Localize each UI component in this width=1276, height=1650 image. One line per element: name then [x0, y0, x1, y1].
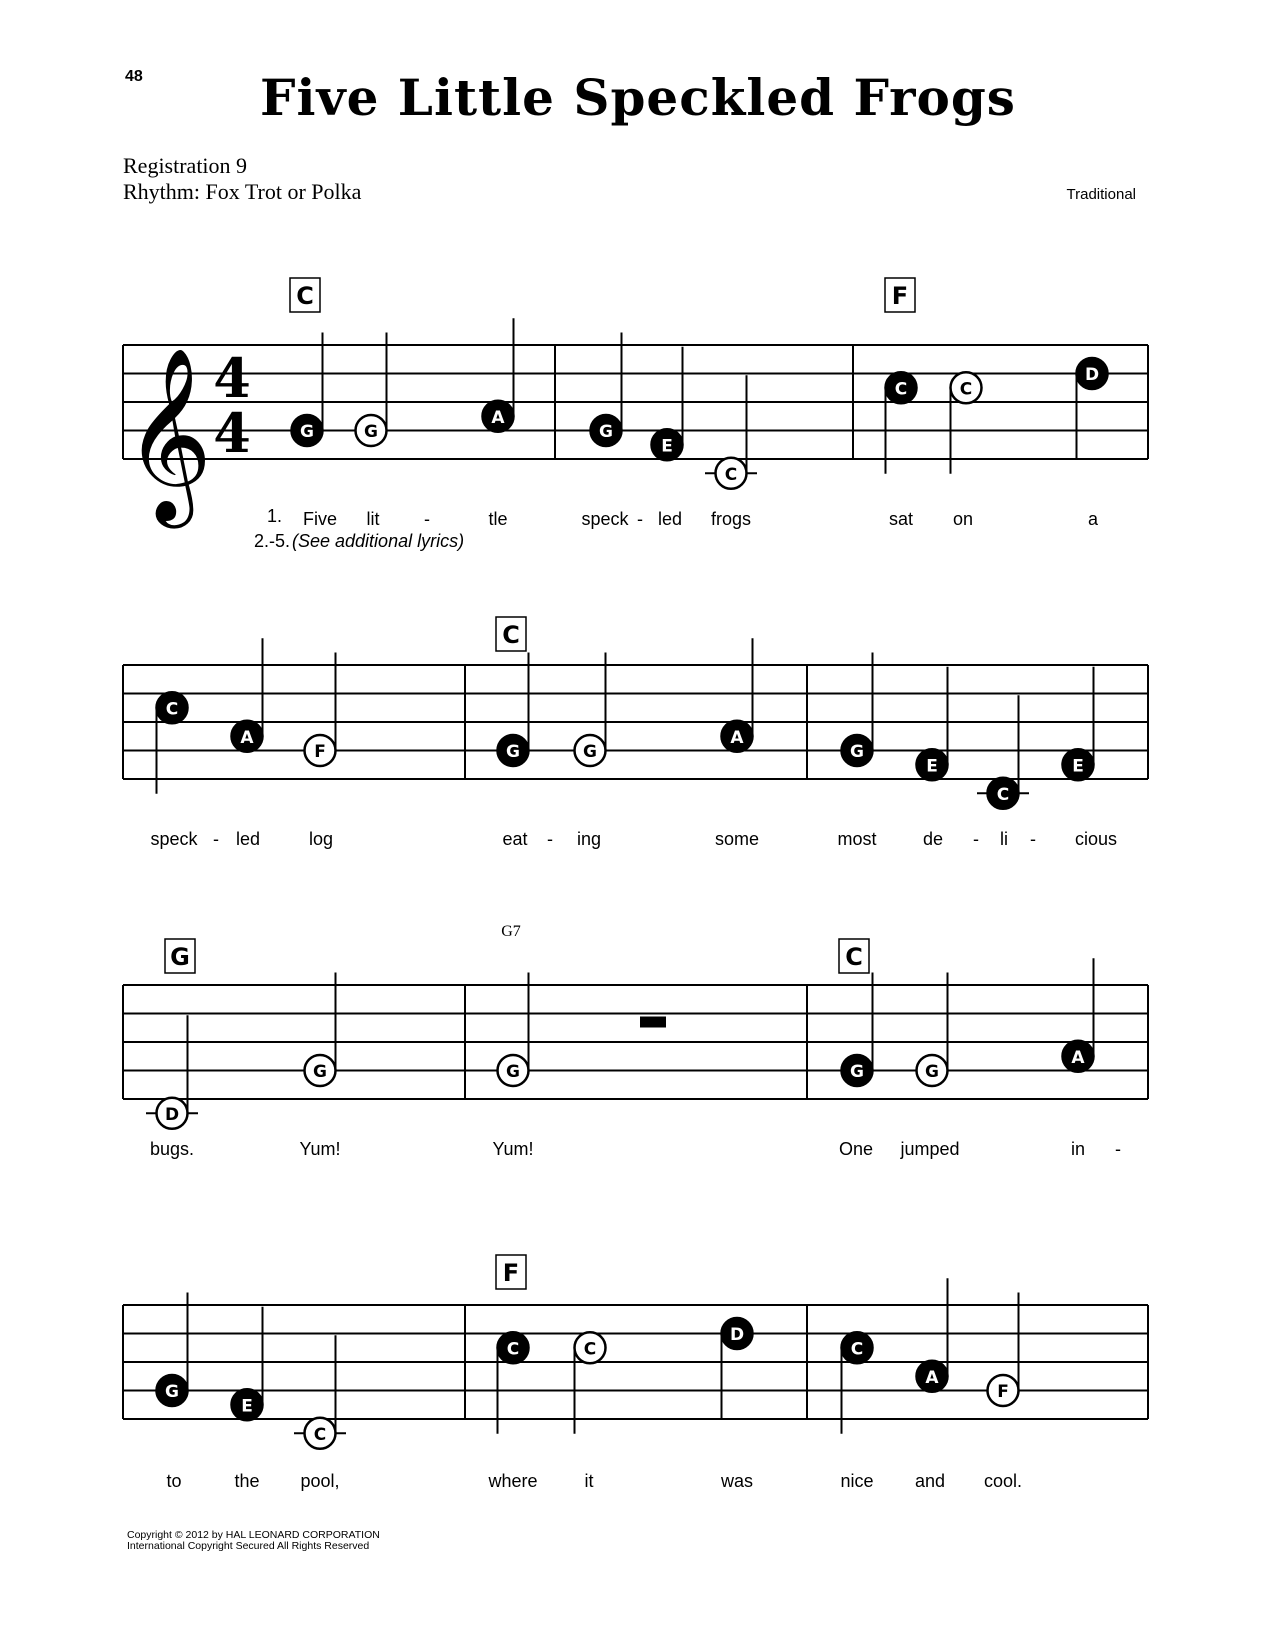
lyric-syllable: One	[838, 1139, 874, 1159]
staff-system-1	[123, 278, 1148, 551]
note-name: D	[1084, 365, 1100, 385]
lyric-syllable: on	[952, 509, 974, 529]
page-number: 48	[125, 68, 143, 85]
note-name: D	[164, 1104, 180, 1125]
note-name: C	[506, 1339, 520, 1360]
lyric-syllable: bugs.	[149, 1139, 195, 1159]
registration-label: Registration 9	[123, 153, 248, 178]
note-name: E	[661, 436, 673, 457]
note-name: A	[1071, 1047, 1085, 1068]
lyric-syllable: -	[973, 829, 979, 849]
lyric-syllable: Yum!	[299, 1139, 341, 1159]
note-name: D	[729, 1325, 745, 1345]
lyric-syllable: led	[657, 509, 683, 529]
lyric-syllable: -	[1030, 829, 1036, 849]
note-name: A	[925, 1367, 939, 1388]
note-name: G	[925, 1062, 939, 1082]
chord-symbol: F	[502, 1259, 520, 1287]
lyric-syllable: speck	[581, 509, 629, 529]
copyright-notice	[127, 1530, 380, 1552]
chord-symbol: G7	[501, 923, 521, 940]
lyric-syllable: lit	[366, 509, 380, 529]
note-name: A	[491, 407, 505, 428]
note-name: G	[850, 742, 864, 762]
half-rest	[640, 1017, 666, 1028]
lyric-syllable: pool,	[300, 1471, 340, 1491]
treble-clef: 𝄞	[123, 347, 213, 521]
lyric-syllable: and	[914, 1471, 946, 1491]
lyric-syllable: log	[308, 829, 334, 849]
lyric-syllable: -	[213, 829, 219, 849]
note-name: G	[506, 1062, 520, 1082]
chord-symbol: G	[170, 943, 190, 971]
note-name: G	[165, 1382, 179, 1402]
lyric-syllable: speck	[150, 829, 198, 849]
lyric-syllable: li	[1000, 829, 1008, 849]
note-name: G	[364, 422, 378, 442]
lyric-syllable: cool.	[983, 1471, 1023, 1491]
lyric-syllable: Yum!	[492, 1139, 534, 1159]
note-name: C	[313, 1424, 327, 1445]
lyric-syllable: it	[584, 1471, 594, 1491]
note-name: C	[583, 1339, 597, 1360]
lyric-syllable: -	[637, 509, 643, 529]
lyric-syllable: -	[547, 829, 553, 849]
lyric-syllable: was	[720, 1471, 754, 1491]
copyright-line-2: International Copyright Secured All Rights Reserved	[127, 1540, 370, 1552]
lyric-syllable: frogs	[710, 509, 752, 529]
staff-system-3	[123, 923, 1148, 1159]
note-name: C	[165, 699, 179, 720]
lyric-syllable: the	[234, 1471, 260, 1491]
lyric-syllable: sat	[888, 509, 914, 529]
note-name: A	[730, 727, 744, 748]
lyric-syllable: tle	[488, 509, 508, 529]
lyric-syllable: de	[922, 829, 944, 849]
note-name: F	[314, 742, 326, 762]
lyric-syllable: a	[1087, 509, 1099, 529]
note-name: E	[1072, 756, 1084, 777]
lyric-syllable: in	[1070, 1139, 1086, 1159]
lyric-syllable: some	[714, 829, 760, 849]
note-name: C	[724, 464, 738, 485]
lyric-syllable: eat	[502, 829, 528, 849]
note-name: G	[506, 742, 520, 762]
time-signature-top: 4	[213, 346, 251, 410]
note-name: G	[850, 1062, 864, 1082]
time-signature-bottom: 4	[213, 401, 251, 465]
song-title: Five Little Speckled Frogs	[260, 68, 1016, 127]
staff-system-2	[123, 617, 1148, 849]
note-name: F	[997, 1382, 1009, 1402]
lyric-syllable: led	[235, 829, 261, 849]
lyric-syllable: where	[488, 1471, 538, 1491]
copyright-line-1: Copyright © 2012 by HAL LEONARD CORPORATION	[127, 1529, 380, 1541]
note-name: G	[599, 422, 613, 442]
note-name: E	[926, 756, 938, 777]
lyric-syllable: nice	[840, 1471, 874, 1491]
note-name: G	[313, 1062, 327, 1082]
lyric-syllable: -	[1115, 1139, 1121, 1159]
lyric-syllable: Five	[302, 509, 338, 529]
note-name: G	[300, 422, 314, 442]
chord-symbol: F	[891, 282, 909, 310]
additional-lyrics-note: (See additional lyrics)	[292, 531, 465, 551]
composer-credit: Traditional	[1066, 186, 1136, 203]
note-name: C	[959, 379, 973, 400]
note-name: C	[996, 784, 1010, 805]
note-name: A	[240, 727, 254, 748]
note-name: C	[894, 379, 908, 400]
lyric-syllable: to	[166, 1471, 182, 1491]
chord-symbol: C	[502, 621, 520, 649]
lyric-syllable: ing	[576, 829, 602, 849]
note-name: E	[241, 1396, 253, 1417]
lyric-syllable: -	[424, 509, 430, 529]
chord-symbol: C	[845, 943, 863, 971]
rhythm-label: Rhythm: Fox Trot or Polka	[123, 179, 362, 204]
staff-system-4	[123, 1255, 1148, 1491]
lyric-syllable: most	[837, 829, 877, 849]
lyric-syllable: cious	[1074, 829, 1118, 849]
note-name: C	[850, 1339, 864, 1360]
note-name: G	[583, 742, 597, 762]
verse-number: 1.	[266, 506, 282, 526]
lyric-syllable: jumped	[900, 1139, 960, 1159]
chord-symbol: C	[296, 282, 314, 310]
verse-number: 2.-5.	[253, 531, 290, 551]
